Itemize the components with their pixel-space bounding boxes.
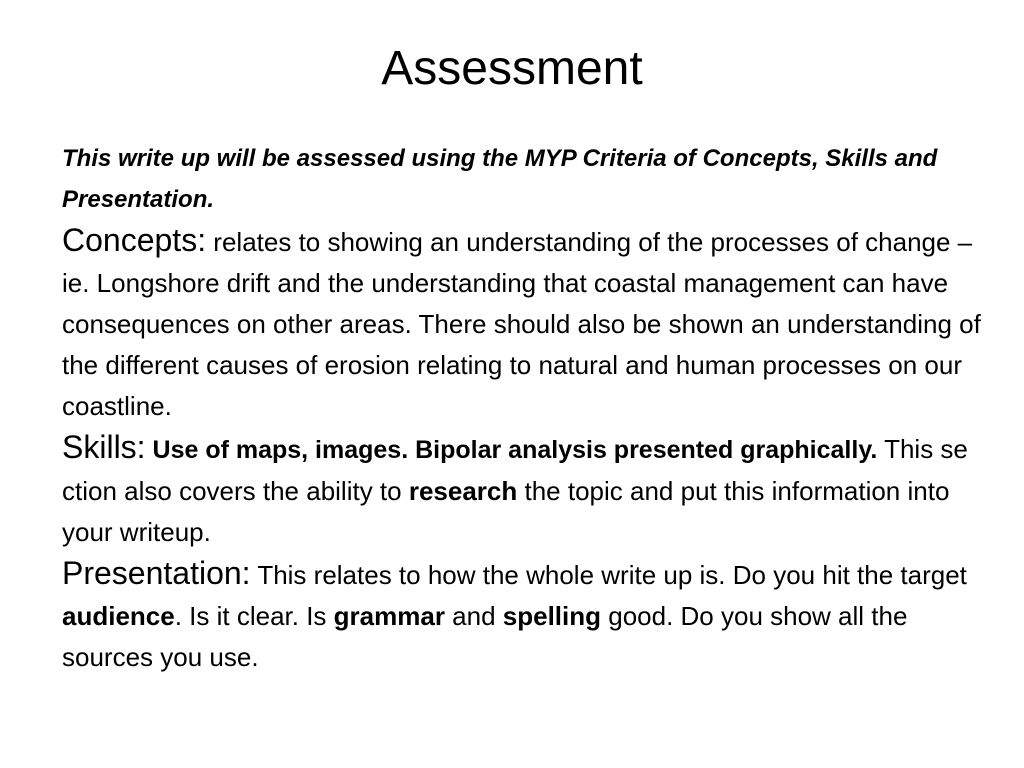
audience-keyword: audience <box>62 601 175 631</box>
spelling-keyword: spelling <box>502 601 602 631</box>
slide-title: Assessment <box>381 42 643 95</box>
grammar-keyword: grammar <box>333 601 445 631</box>
skills-paragraph <box>62 427 992 553</box>
slide-body <box>62 138 992 678</box>
presentation-text-2: . Is it clear. Is <box>174 601 334 631</box>
presentation-text-3: and <box>444 601 503 631</box>
concepts-paragraph <box>62 220 992 427</box>
skills-text-after: the topic and put this information into your writeup. <box>62 476 950 547</box>
skills-text-before: This se ction also covers the ability to <box>62 434 968 506</box>
intro-text: This write up will be assessed using the MYP Criteria of Concepts, Skills and Presentation. <box>62 145 938 213</box>
research-keyword: research <box>408 476 518 506</box>
presentation-text-1: This relates to how the whole write up is. Do you hit the target <box>250 560 967 590</box>
presentation-paragraph <box>62 553 992 678</box>
concepts-text: relates to showing an understanding of the processes of change – ie. Longshore drift and the understanding that coastal management can have consequences on other areas. There should also be shown an understanding of the different causes of erosion relating to natural and human processes on our coastline. <box>62 227 981 421</box>
presentation-text-4: good. Do you show all the sources you use. <box>62 601 908 672</box>
presentation-heading: Presentation: <box>62 555 251 591</box>
skills-items: Use of maps, images. Bipolar analysis presented graphically. <box>145 436 878 464</box>
skills-heading: Skills: <box>62 429 146 465</box>
concepts-heading: Concepts: <box>62 222 207 258</box>
